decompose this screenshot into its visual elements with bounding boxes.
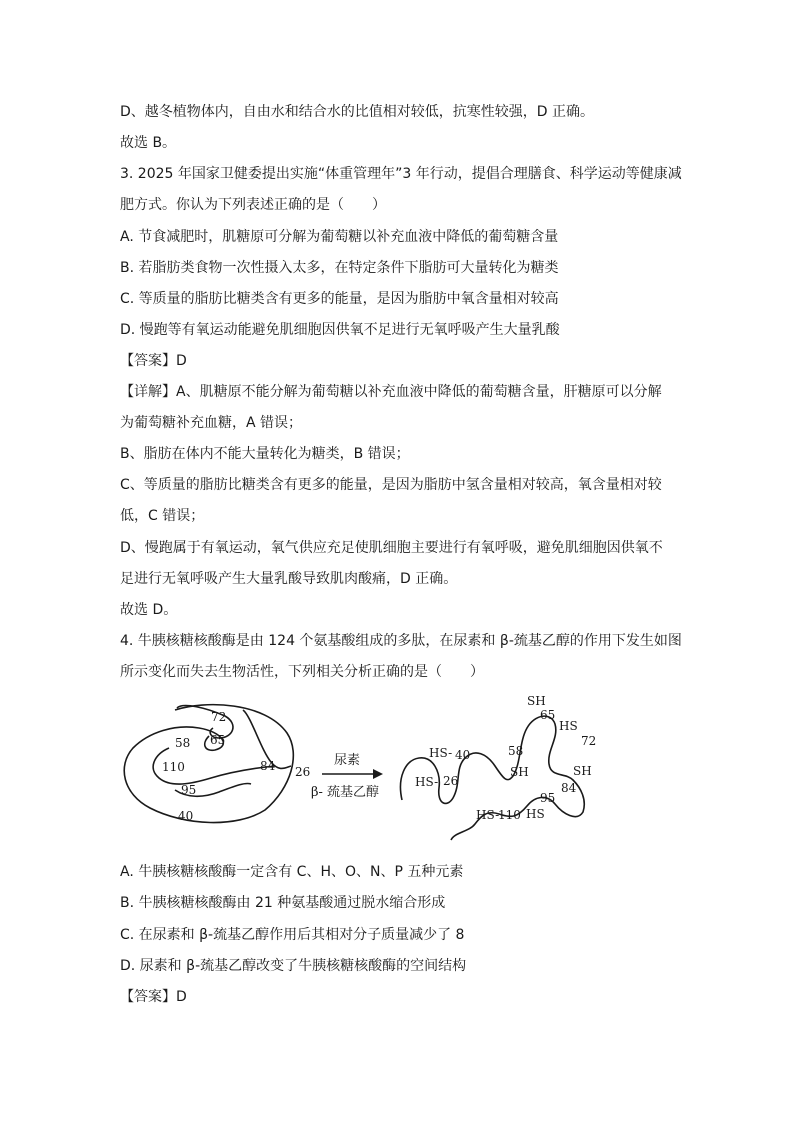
option-b: B. 若脂肪类食物一次性摄入太多，在特定条件下脂肪可大量转化为糖类: [120, 260, 559, 276]
residue-label: 58: [508, 744, 524, 758]
explanation: 【详解】A、肌糖原不能分解为葡萄糖以补充血液中降低的葡萄糖含量，肝糖原可以分解: [120, 384, 662, 400]
residue-label: 72: [211, 710, 227, 724]
residue-label: 95: [540, 791, 556, 805]
residue-label: 58: [175, 736, 191, 750]
residue-label: 26: [295, 765, 311, 779]
residue-label: 110: [162, 760, 185, 774]
option-d: D. 慢跑等有氧运动能避免肌细胞因供氧不足进行无氧呼吸产生大量乳酸: [120, 322, 560, 338]
question-3-stem: 肥方式。你认为下列表述正确的是（ ）: [120, 197, 386, 213]
thiol-label: HS-: [429, 746, 453, 760]
option-c: C. 等质量的脂肪比糖类含有更多的能量，是因为脂肪中氧含量相对较高: [120, 291, 559, 307]
thiol-label: SH: [510, 765, 529, 779]
text-line: D、越冬植物体内，自由水和结合水的比值相对较低，抗寒性较强，D 正确。: [120, 104, 595, 120]
thiol-label: HS-: [415, 775, 439, 789]
answer: 【答案】D: [120, 353, 187, 369]
explanation: D、慢跑属于有氧运动，氧气供应充足使肌细胞主要进行有氧呼吸，避免肌细胞因供氧不: [120, 540, 663, 556]
residue-label: 26: [443, 774, 459, 788]
option-a: A. 节食减肥时，肌糖原可分解为葡萄糖以补充血液中降低的葡萄糖含量: [120, 229, 559, 245]
thiol-label: HS: [559, 719, 578, 733]
option-a: A. 牛胰核糖核酸酶一定含有 C、H、O、N、P 五种元素: [120, 864, 464, 880]
residue-label: 40: [178, 809, 194, 823]
arrow-label-top: 尿素: [333, 753, 361, 768]
residue-label: 95: [181, 783, 197, 797]
question-3-stem: 3. 2025 年国家卫健委提出实施“体重管理年”3 年行动，提倡合理膳食、科学运动等健康减: [120, 166, 682, 182]
residue-label: 65: [540, 708, 556, 722]
text-line: 故选 D。: [120, 602, 178, 618]
text-line: 故选 B。: [120, 135, 177, 151]
residue-label: 84: [260, 759, 276, 773]
explanation: B、脂肪在体内不能大量转化为糖类，B 错误；: [120, 446, 410, 462]
residue-label: 84: [561, 781, 577, 795]
explanation: C、等质量的脂肪比糖类含有更多的能量，是因为脂肪中氢含量相对较高，氧含量相对较: [120, 477, 662, 493]
residue-label: 110: [498, 808, 521, 822]
option-b: B. 牛胰核糖核酸酶由 21 种氨基酸通过脱水缩合形成: [120, 895, 446, 911]
explanation: 为葡萄糖补充血糖，A 错误；: [120, 415, 303, 431]
residue-label: 65: [210, 733, 226, 747]
question-4-stem: 4. 牛胰核糖核酸酶是由 124 个氨基酸组成的多肽，在尿素和 β-巯基乙醇的作用下发生如图: [120, 633, 682, 649]
thiol-label: HS-: [476, 808, 500, 822]
explanation: 低，C 错误；: [120, 508, 205, 524]
question-4-stem: 所示变化而失去生物活性，下列相关分析正确的是（ ）: [120, 664, 484, 680]
arrow-head-icon: [373, 769, 383, 779]
thiol-label: SH: [573, 764, 592, 778]
answer: 【答案】D: [120, 989, 187, 1005]
arrow-label-bottom: β- 巯基乙醇: [310, 785, 380, 800]
explanation: 足进行无氧呼吸产生大量乳酸导致肌肉酸痛，D 正确。: [120, 571, 458, 587]
option-c: C. 在尿素和 β-巯基乙醇作用后其相对分子质量减少了 8: [120, 927, 465, 943]
residue-label: 72: [581, 734, 597, 748]
thiol-label: HS: [526, 807, 545, 821]
residue-label: 40: [455, 748, 471, 762]
option-d: D. 尿素和 β-巯基乙醇改变了牛胰核糖核酸酶的空间结构: [120, 958, 467, 974]
thiol-label: SH: [527, 694, 546, 708]
protein-denaturation-figure: [115, 688, 615, 853]
